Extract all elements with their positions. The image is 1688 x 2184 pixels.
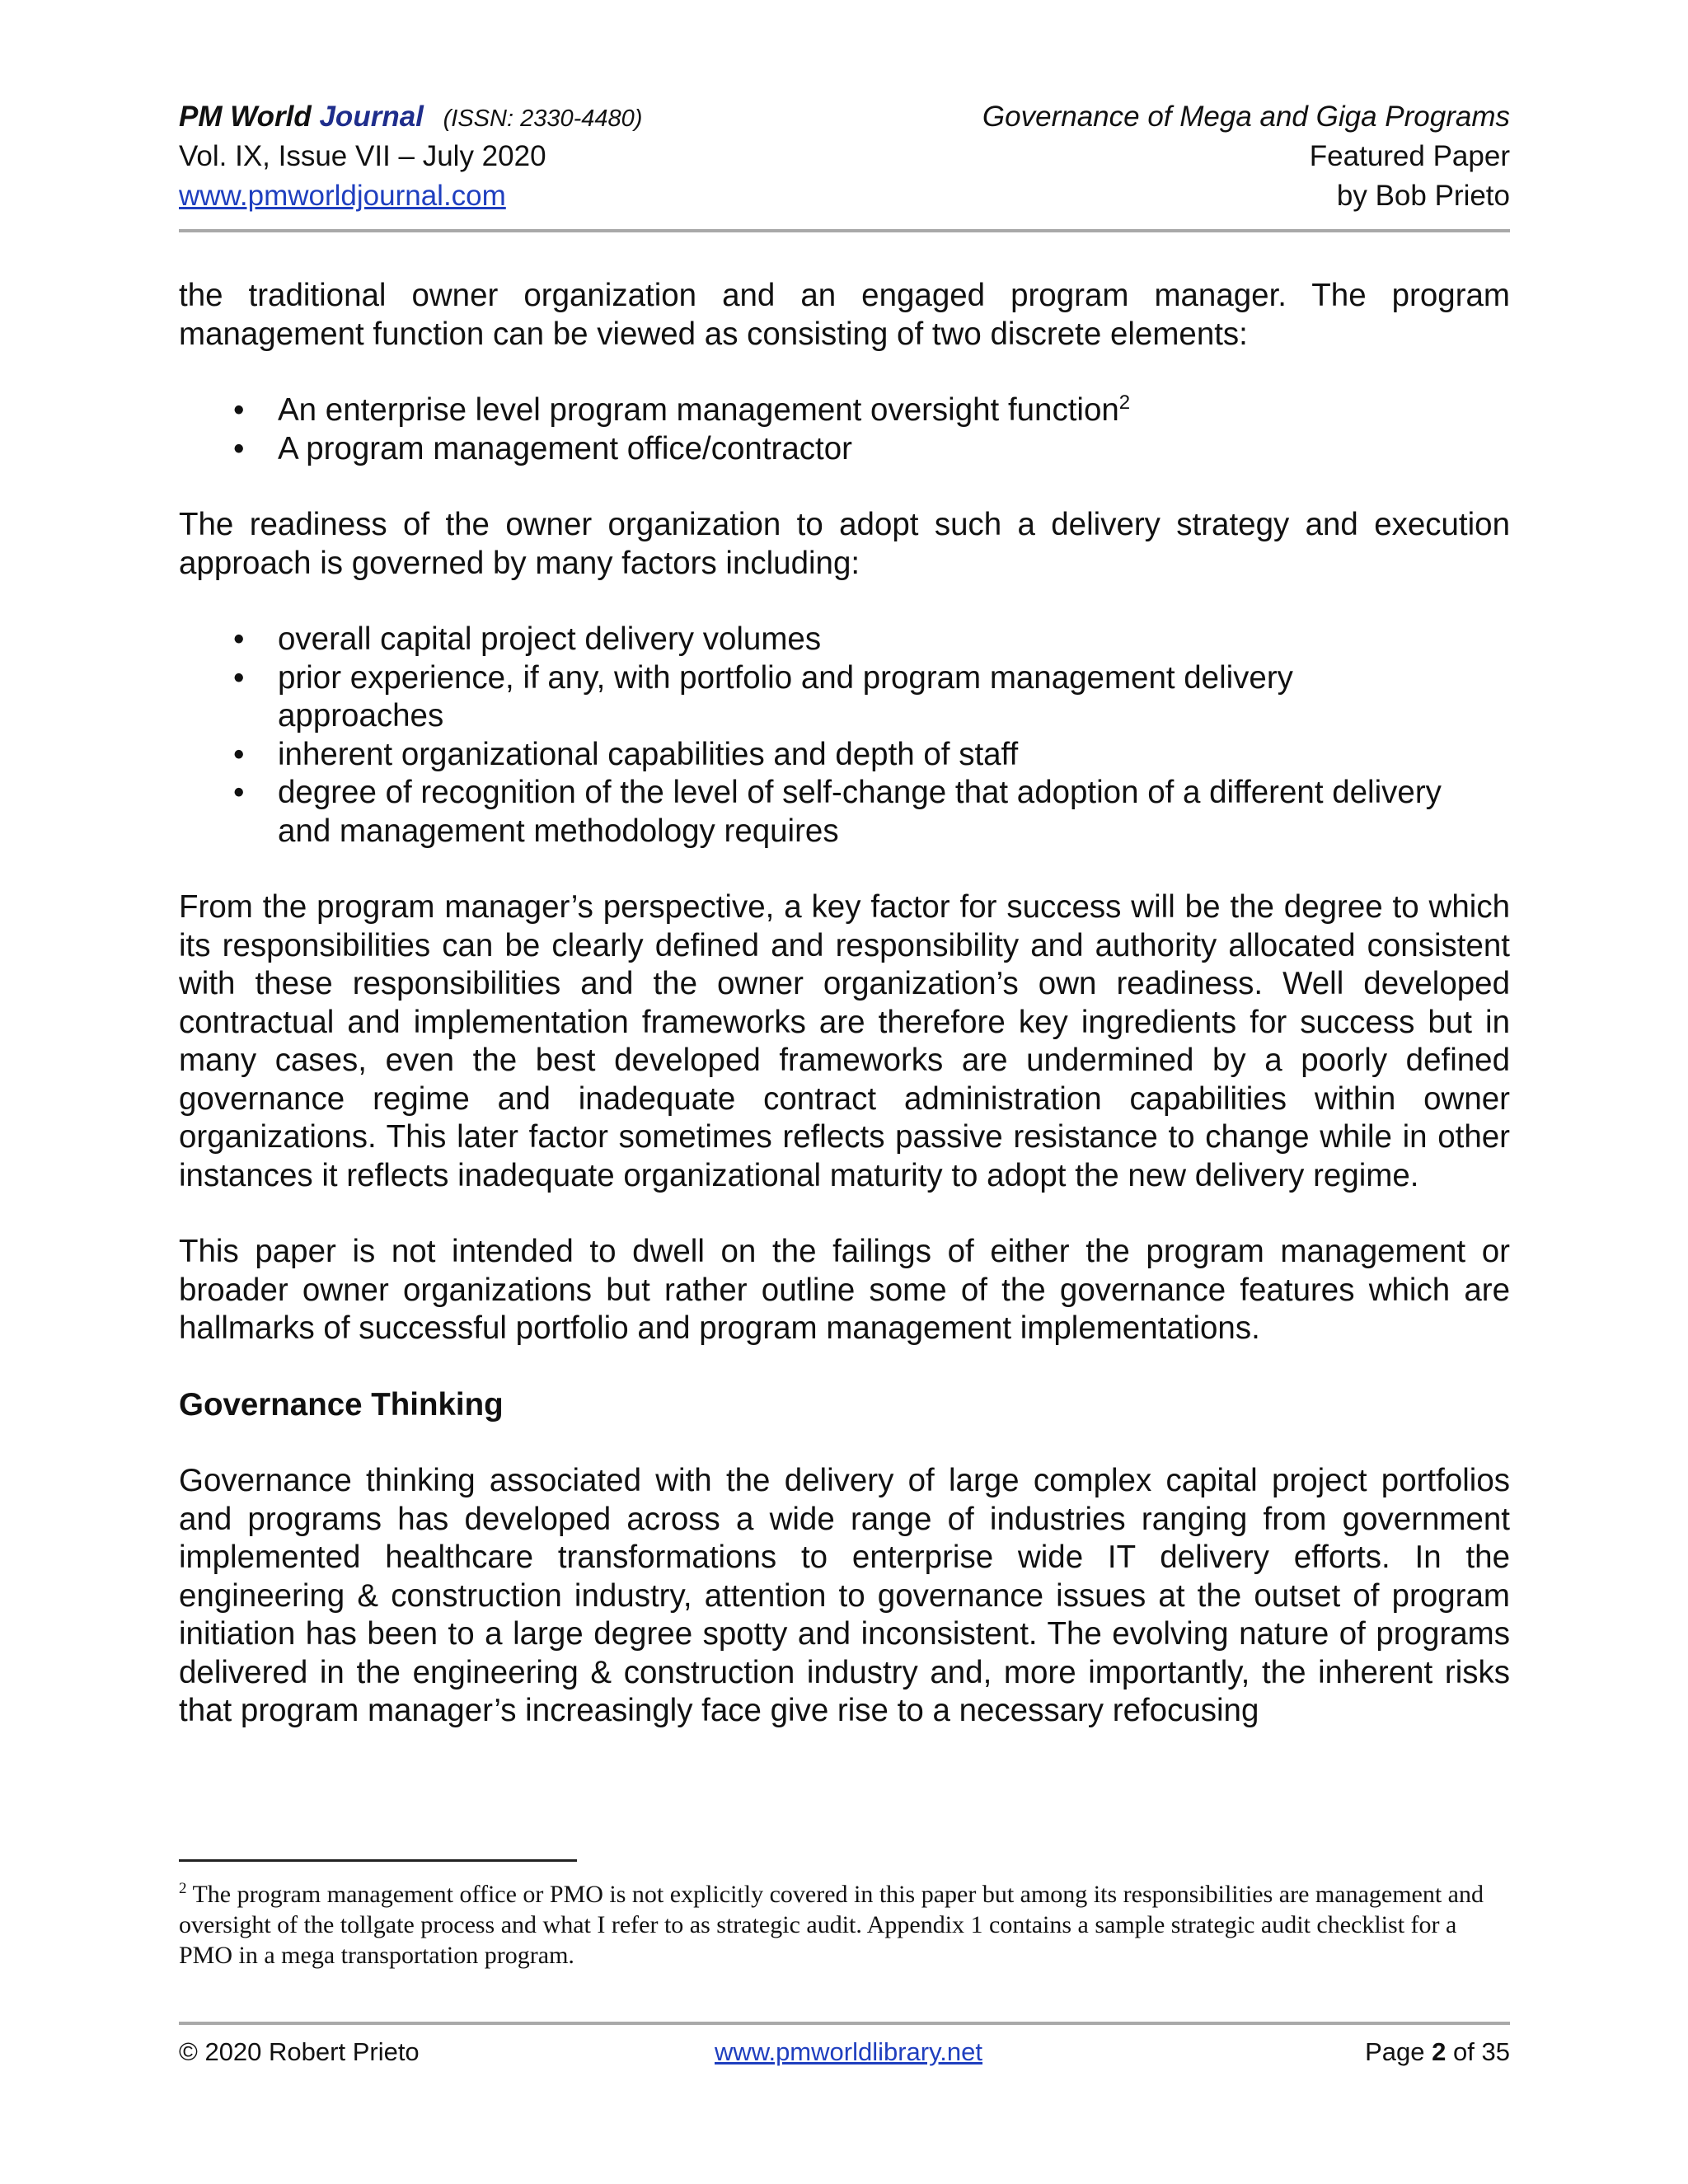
paragraph-1: the traditional owner organization and an engaged program manager. The program management function can be viewed as consisting of two discrete elements: [179, 278, 1510, 352]
copyright: © 2020 Robert Prieto [179, 2037, 420, 2066]
journal-website-link[interactable]: www.pmworldjournal.com [179, 180, 506, 212]
list-item [179, 430, 1510, 469]
footnote-divider [179, 1859, 577, 1862]
journal-name-part2: Journal [319, 101, 424, 133]
bullet-icon: • [233, 621, 245, 657]
paragraph-3: From the program manager’s perspective, a key factor for success will be the degree to which its responsibilities can be clearly defined and responsibility and authority allocated consistent with these responsibilities and the owner organization’s own readiness. Well developed contractual and implementation frameworks are therefore key ingredients for success but in many cases, even the best developed frameworks are undermined by a poorly defined governance regime and inadequate contract administration capabilities within owner organizations. This later factor sometimes reflects passive resistance to change while in other instances it reflects inadequate organizational maturity to adopt the new delivery regime. [179, 889, 1510, 1193]
footer-divider [179, 2022, 1510, 2025]
page-current: 2 [1432, 2037, 1447, 2066]
list-item-text: An enterprise level program management oversight function [278, 392, 1119, 428]
paragraph-2: The readiness of the owner organization to adopt such a delivery strategy and execution approach is governed by many factors including: [179, 507, 1510, 581]
list-item-text: prior experience, if any, with portfolio and program management delivery approaches [278, 659, 1293, 733]
paragraph-5: Governance thinking associated with the delivery of large complex capital project portfolios and programs has developed across a wide range of industries ranging from government implemented healthcare transformations to enterprise wide IT delivery efforts. In the engineering & construction industry, attention to governance issues at the outset of program initiation has been to a large degree spotty and inconsistent. The evolving nature of programs delivered in the engineering & construction industry and, more importantly, the inherent risks that program manager’s increasingly face give rise to a necessary refocusing [179, 1463, 1510, 1728]
journal-name-part1: PM World [179, 101, 312, 133]
paper-type: Featured Paper [1309, 140, 1510, 172]
list-item-text: A program management office/contractor [278, 430, 852, 466]
page-of: of [1453, 2037, 1475, 2066]
paper-title: Governance of Mega and Giga Programs [982, 101, 1510, 133]
author: by Bob Prieto [1336, 180, 1510, 212]
page-label: Page [1365, 2037, 1425, 2066]
footnote-ref[interactable]: 2 [1118, 391, 1131, 415]
footnote [179, 1879, 1510, 1971]
footnote-number: 2 [179, 1880, 187, 1897]
list-item [179, 659, 1510, 736]
issn: (ISSN: 2330-4480) [443, 105, 643, 132]
list-item-text: overall capital project delivery volumes [278, 621, 822, 657]
page-total: 35 [1481, 2037, 1510, 2066]
list-item-text: inherent organizational capabilities and depth of staff [278, 736, 1019, 772]
main-content [179, 277, 1510, 1769]
section-heading: Governance Thinking [179, 1386, 504, 1422]
list-item [179, 736, 1510, 775]
paragraph-4: This paper is not intended to dwell on the failings of either the program management or broader owner organizations but rather outline some of the governance features which are hallmarks of successful portfolio and program management implementations. [179, 1234, 1510, 1346]
bullet-list-2 [179, 621, 1510, 851]
bullet-icon: • [233, 775, 245, 810]
bullet-icon: • [233, 430, 245, 466]
bullet-list-1 [179, 391, 1510, 468]
page-header [179, 97, 1510, 221]
list-item-text: degree of recognition of the level of self-change that adoption of a different delivery and management methodology requires [278, 775, 1442, 849]
header-divider [179, 229, 1510, 232]
bullet-icon: • [233, 392, 245, 428]
footnote-text: The program management office or PMO is not explicitly covered in this paper but among its responsibilities are management and oversight of the tollgate process and what I refer to as strategic audit. Appendix 1 contains a sample strategic audit checklist for a PMO in a mega transportation program. [179, 1881, 1484, 1969]
list-item [179, 391, 1510, 430]
bullet-icon: • [233, 736, 245, 772]
bullet-icon: • [233, 659, 245, 696]
volume-issue: Vol. IX, Issue VII – July 2020 [179, 140, 546, 172]
journal-title-line [179, 97, 642, 138]
page-number [1365, 2034, 1510, 2070]
list-item [179, 774, 1510, 851]
list-item [179, 621, 1510, 659]
page-footer [179, 2034, 1510, 2074]
library-website-link[interactable]: www.pmworldlibrary.net [715, 2037, 983, 2066]
